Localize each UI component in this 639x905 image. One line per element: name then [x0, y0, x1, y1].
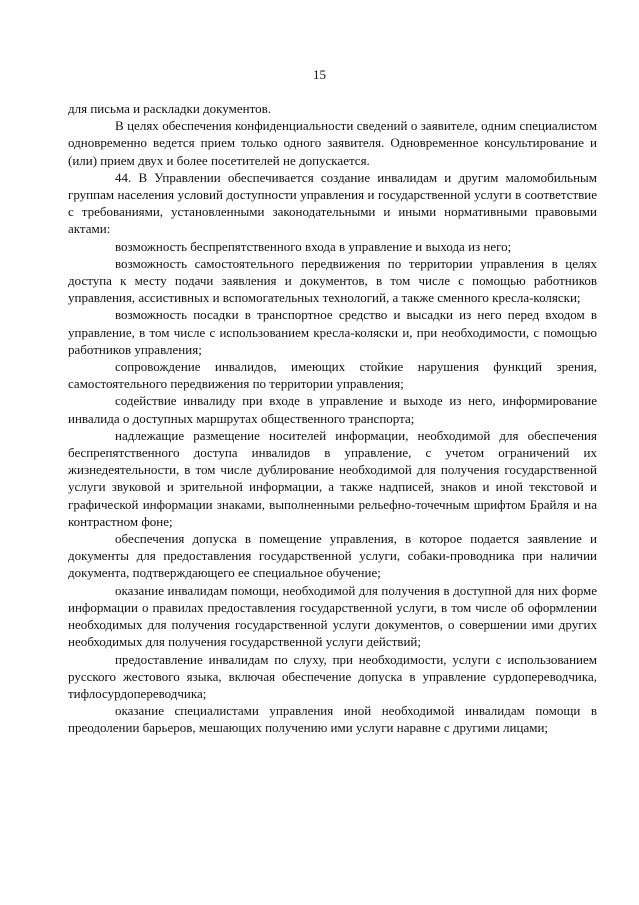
paragraph: предоставление инвалидам по слуху, при необходимости, услуги с использованием русского жестового языка, включая обеспечение допуска в управление сурдопереводчика, тифлосурдопереводчика; [68, 651, 597, 701]
paragraph: для письма и раскладки документов. [68, 101, 271, 116]
paragraph: обеспечения допуска в помещение управления, в которое подается заявление и документы для предоставления государственной услуги, собаки-проводника при наличии документа, подтверждающего ее специальное обучение; [68, 531, 597, 581]
paragraph: возможность беспрепятственного входа в управление и выхода из него; [115, 238, 512, 254]
paragraph: содействие инвалиду при входе в управление и выходе из него, информирование инвалида о доступных маршрутах общественного транспорта; [68, 393, 597, 426]
paragraph: В целях обеспечения конфиденциальности сведений о заявителе, одним специалистом одновременно ведется прием только одного заявителя. Одновременное консультирование и (или) прием двух и более посетителей не допускается. [68, 118, 597, 168]
paragraph: сопровождение инвалидов, имеющих стойкие нарушения функций зрения, самостоятельного передвижения по территории управления; [68, 359, 597, 392]
paragraph: возможность самостоятельного передвижения по территории управления в целях доступа к месту подачи заявления и документов, в том числе с помощью работников управления, ассистивных и вспомогательных технологий, а также сменного кресла-коляски; [68, 255, 597, 306]
paragraph: 44. В Управлении обеспечивается создание инвалидам и другим маломобильным группам населения условий доступности управления и государственной услуги в соответствие с требованиями, установленными законодательными и иными нормативными правовыми актами: [68, 169, 597, 237]
paragraph: оказание специалистами управления иной необходимой инвалидам помощи в преодолении барьеров, мешающих получению ими услуги наравне с другими лицами; [68, 703, 597, 736]
paragraph: оказание инвалидам помощи, необходимой для получения в доступной для них форме информации о правилах предоставления государственной услуги, в том числе об оформлении необходимых для получения государственной услуги документов, о совершении ими других необходимых для получения государственной услуги действий; [68, 582, 597, 650]
page-number: 15 [313, 67, 326, 82]
document-body [68, 100, 597, 737]
paragraph: возможность посадки в транспортное средство и высадки из него перед входом в управление, в том числе с использованием кресла-коляски и, при необходимости, с помощью работников управления; [68, 307, 597, 357]
paragraph: надлежащие размещение носителей информации, необходимой для обеспечения беспрепятственного доступа инвалидов в управление, с учетом ограничений их жизнедеятельности, в том числе дублирование необходимой для получения государственной услуги звуковой и зрительной информации, а также надписей, знаков и иной текстовой и графической информации знаками, выполненными рельефно-точечным шрифтом Брайля и на контрастном фоне; [68, 427, 597, 529]
